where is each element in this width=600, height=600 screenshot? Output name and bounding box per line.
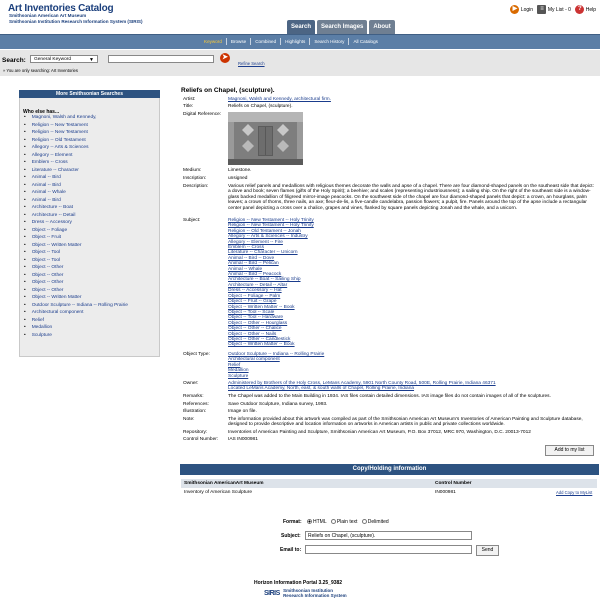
email-label: Email to: (280, 547, 302, 553)
owner-link[interactable]: Administered by Brothers of the Holy Cross, LeMans Academy, 5901 North County Road, 500E, Rolling Prairie, Indiana 46371 (228, 381, 496, 386)
control-value: IAS IN000981 (228, 437, 258, 442)
who-else-heading: Who else has... (23, 109, 60, 115)
search-type-select[interactable] (30, 55, 98, 63)
subject-link[interactable]: Object -- Foliage -- Palm (228, 293, 281, 299)
footer-org2: Research Information System (283, 592, 347, 598)
label-subject: Subject: (183, 218, 201, 223)
sidebar-item[interactable]: • Object -- Written Matter (24, 295, 81, 300)
sidebar-item[interactable]: • Sculpture (24, 333, 52, 338)
sidebar-item[interactable]: • Religion -- New Testament (24, 130, 88, 135)
subnav-highlights[interactable]: Highlights (281, 38, 310, 45)
object-type-link[interactable]: Architectural component (228, 357, 280, 363)
sidebar-item[interactable]: • Allegory -- Arts & Sciences (24, 145, 88, 150)
format-options (304, 519, 389, 525)
login-icon: ▶ (510, 5, 519, 14)
format-label: Format: (283, 519, 302, 525)
tab-about[interactable]: About (369, 20, 394, 34)
list-icon: ≡ (537, 5, 546, 14)
subject-link[interactable]: Object -- Tool -- Scale (228, 309, 275, 315)
object-type-link[interactable]: Outdoor Sculpture -- Indiana -- Rolling Prairie (228, 352, 325, 357)
sidebar-item[interactable]: • Religion -- New Testament (24, 123, 88, 128)
login-label: Login (520, 6, 534, 13)
object-type-link[interactable]: Medallion (228, 368, 249, 374)
subject-link[interactable]: Object -- Fruit -- Grape (228, 299, 277, 305)
mylist-label: My List - 0 (547, 6, 571, 13)
sidebar-item[interactable]: • Magnoni, Walsh and Kennedy, (24, 115, 97, 120)
sidebar-item[interactable]: • Object -- Other (24, 273, 63, 278)
label-illustration: Illustration: (183, 409, 207, 414)
subject-link[interactable]: Emblem -- Cross (228, 245, 264, 251)
subject-link[interactable]: Object -- Written Matter -- Book (228, 304, 295, 310)
format-plain-radio[interactable] (331, 519, 336, 524)
sidebar-item[interactable]: • Medallion (24, 325, 52, 330)
help-icon: ? (575, 5, 584, 14)
label-description: Description: (183, 184, 209, 189)
medium-value: Limestone. (228, 168, 252, 173)
help-link[interactable] (575, 7, 596, 13)
chevron-down-icon: ▼ (89, 57, 94, 63)
object-type-link[interactable]: Relief (228, 362, 241, 368)
app-subtitle-museum: Smithsonian American Art Museum (9, 13, 87, 18)
sidebar-item[interactable]: • Animal -- Whale (24, 190, 66, 195)
sidebar-item[interactable]: • Object -- Foliage (24, 228, 67, 233)
copy-holding-heading: Copy/Holding information (180, 464, 599, 475)
subnav-combined[interactable]: Combined (251, 38, 281, 45)
record-title: Reliefs on Chapel, (sculpture). (181, 87, 275, 94)
subnav-all-catalogs[interactable]: All Catalogs (353, 39, 378, 44)
email-input[interactable] (305, 545, 472, 554)
sidebar-item[interactable]: • Animal -- Bird (24, 198, 61, 203)
references-value: Save Outdoor Sculpture, Indiana survey, 1993. (228, 402, 328, 407)
sidebar-item[interactable]: • Object -- Fruit (24, 235, 61, 240)
search-label: Search: (2, 57, 26, 64)
sidebar-item[interactable]: • Object -- Other (24, 288, 63, 293)
label-owner: Owner: (183, 381, 199, 386)
chapel-photo (228, 112, 303, 165)
login-link[interactable] (510, 7, 533, 13)
subject-input[interactable]: Reliefs on Chapel, (sculpture). (305, 531, 472, 540)
search-go-button[interactable] (220, 53, 230, 63)
holding-museum-value: Inventory of American Sculpture (184, 490, 252, 495)
tab-search-images[interactable]: Search Images (317, 20, 367, 34)
object-type-link[interactable]: Sculpture (228, 373, 249, 379)
label-digital: Digital Reference: (183, 112, 222, 117)
footer-org1: Smithsonian Institution (283, 588, 334, 593)
note-value: The information provided about this artwork was compiled as part of the Smithsonian American Art Museum's Inventories of American Painting and Sculpture database, designed to provide descriptive and location information on artworks in American artists in public and private collections worldwide. (228, 417, 583, 428)
app-title: Art Inventories Catalog (8, 3, 114, 14)
add-copy-link[interactable]: Add Copy to MyList (556, 490, 593, 495)
subject-link[interactable]: Object -- Other -- Candlestick (228, 336, 291, 342)
object-type-list (228, 352, 596, 379)
subject-link[interactable]: Animal -- Bird -- Dove (228, 255, 275, 261)
subject-link[interactable]: Object -- Written Matter -- Book (228, 342, 295, 348)
subject-link[interactable]: Allegory -- Arts & Sciences -- Industry (228, 234, 308, 240)
subnav-browse[interactable]: Browse (227, 38, 251, 45)
sidebar-item[interactable]: • Allegory -- Element (24, 153, 72, 158)
label-title: Title: (183, 104, 194, 109)
sidebar-item[interactable]: • Architecture -- Boat (24, 205, 73, 210)
format-html-radio[interactable] (307, 519, 312, 524)
inscription-value: unsigned (228, 176, 248, 181)
search-scope-value: Art Inventories (50, 68, 78, 73)
label-medium: Medium: (183, 168, 202, 173)
owner-list (228, 381, 596, 392)
holding-col-museum: Smithsonian AmericanArt Museum (184, 481, 264, 486)
sidebar-item[interactable]: • Literature -- Character (24, 168, 79, 173)
sidebar-item[interactable]: • Religion -- Old Testament (24, 138, 86, 143)
subject-link[interactable]: Animal -- Bird -- Peacock (228, 272, 282, 278)
refine-search-link[interactable]: Refine Search (238, 61, 265, 66)
send-button[interactable]: Send (476, 545, 499, 556)
sidebar-heading: More Smithsonian Searches (19, 90, 160, 98)
siris-logo (264, 589, 347, 599)
subject-link[interactable]: Religion -- New Testament -- Holy Trinity (228, 223, 314, 229)
top-links (507, 5, 596, 14)
subject-link[interactable]: Architecture -- Boat -- Sailing Ship (228, 277, 301, 283)
artwork-thumbnail[interactable] (228, 112, 303, 165)
subject-link[interactable]: Object -- Other -- Chalice (228, 326, 282, 332)
illustration-value: Image on file. (228, 409, 257, 414)
main-tabs (287, 20, 395, 34)
sidebar-item[interactable]: • Architectural component (24, 310, 83, 315)
subject-link[interactable]: Literature -- Character -- Unicorn (228, 250, 298, 256)
mylist-link[interactable] (537, 7, 570, 13)
sidebar-item[interactable]: • Dress -- Accessory (24, 220, 72, 225)
sidebar-item[interactable]: • Object -- Tool (24, 250, 60, 255)
sidebar-item[interactable]: • Object -- Other (24, 265, 63, 270)
sidebar-item[interactable]: • Outdoor Sculpture -- Indiana -- Rolling Prairie (24, 303, 128, 308)
search-type-value: General Keyword (34, 57, 72, 62)
sidebar-item[interactable]: • Architecture -- Detail (24, 213, 75, 218)
title-value: Reliefs on Chapel, (sculpture). (228, 104, 293, 109)
format-plain-label: Plain text (336, 519, 358, 525)
sidebar-item[interactable]: • Object -- Written Matter (24, 243, 81, 248)
sidebar-item[interactable]: • Relief (24, 318, 44, 323)
sub-nav (200, 38, 382, 45)
label-remarks: Remarks: (183, 394, 204, 399)
label-inscription: Inscription: (183, 176, 207, 181)
label-repository: Repository: (183, 430, 208, 435)
arrow-right-icon: ➤ (222, 54, 228, 61)
subject-label: Subject: (281, 533, 301, 539)
description-value: Various relief panels and medallions with religious themes decorate the walls and apse of a chapel. There are four diamond-shaped panels on the southeast side that depict: a dove and book; seven flames (gifts of the Holy Spirit); a beehive; and scales (representing industriousness); a sailing ship. On the right of the southeast side is a window-glass backed medallion of filigreed mirror-image peacocks. On the southwest side of the chapel are four diamond-shaped panels that depict: a crown, an hourglass, palm leaves; a crown of thorns, three nails, an axe; fleur-de-lis, a five-candle candelabra, passion flowers; a pulpit, fire. Panels around the top of the apse include a rectangular center panel depicting a cross over a chalice, grapes and vines, flanked by square panels depicting Jonah and the whale, and a unicorn. (228, 184, 594, 211)
label-references: References: (183, 402, 209, 407)
subject-link[interactable]: Object -- Other -- Hourglass (228, 320, 288, 326)
subject-link[interactable]: Architecture -- Detail -- Altar (228, 282, 288, 288)
subnav-keyword[interactable]: Keyword (200, 38, 227, 45)
subject-link[interactable]: Allegory -- Element -- Fire (228, 239, 283, 245)
subject-link[interactable]: Object -- Tool -- Hardware (228, 315, 284, 321)
search-scope (3, 68, 78, 73)
siris-badge: SIRIS (264, 589, 280, 597)
label-note: Note: (183, 417, 195, 422)
subject-link[interactable]: Object -- Other -- Nails (228, 331, 277, 337)
subject-link[interactable]: Religion -- New Testament -- Holy Trinity (228, 218, 314, 223)
holding-col-control: Control Number (435, 481, 472, 486)
format-delimited-label: Delimited (367, 519, 389, 525)
sidebar-item[interactable]: • Object -- Tool (24, 258, 60, 263)
subnav-search-history[interactable]: Search History (310, 38, 349, 45)
sidebar-item[interactable]: • Animal -- Bird (24, 175, 61, 180)
label-artist: Artist: (183, 97, 196, 102)
search-input[interactable] (108, 55, 214, 63)
label-control: Control Number: (183, 437, 219, 442)
subject-link[interactable]: Religion -- Old Testament -- Jonah (228, 228, 301, 234)
repository-value: Inventories of American Painting and Sculpture, Smithsonian American Art Museum, P.O. Box 37012, MRC 970, Washington, D.C. 20013-7012 (228, 430, 531, 435)
location-link[interactable]: Located LeMans Academy, North, east, & south walls of Chapel, Rolling Prairie, Indiana (228, 386, 415, 392)
sidebar-item[interactable]: • Object -- Other (24, 280, 63, 285)
subject-link[interactable]: Dress -- Accessory -- Hat (228, 288, 282, 294)
subject-link[interactable]: Animal -- Bird -- Pelican (228, 261, 279, 267)
tab-search[interactable]: Search (287, 20, 315, 34)
footer-portal-version: Horizon Information Portal 3.25_9382 (254, 580, 343, 586)
subject-link[interactable]: Animal -- Whale (228, 266, 263, 272)
help-label: Help (585, 6, 596, 13)
format-html-label: HTML (313, 519, 327, 525)
holding-control-value: IN000981 (435, 490, 456, 495)
remarks-value: The Chapel was added to the Main Building in 1934. IAS files contain detailed dimensions. IAS image files do not contain images of all of the sculptures. (228, 394, 551, 399)
app-subtitle-siris: Smithsonian Institution Research Information System (SIRIS) (9, 18, 143, 24)
format-delimited-radio[interactable] (362, 519, 367, 524)
sidebar-item[interactable]: • Emblem -- Cross (24, 160, 68, 165)
artist-link[interactable]: Magnoni, Walsh and Kennedy, architectural firm. (228, 97, 331, 102)
search-scope-prefix: » You are only searching: (3, 68, 51, 73)
add-to-list-button[interactable]: Add to my list (545, 445, 594, 456)
sidebar-item[interactable]: • Animal -- Bird (24, 183, 61, 188)
label-object-type: Object Type: (183, 352, 210, 357)
subject-list (228, 218, 596, 348)
